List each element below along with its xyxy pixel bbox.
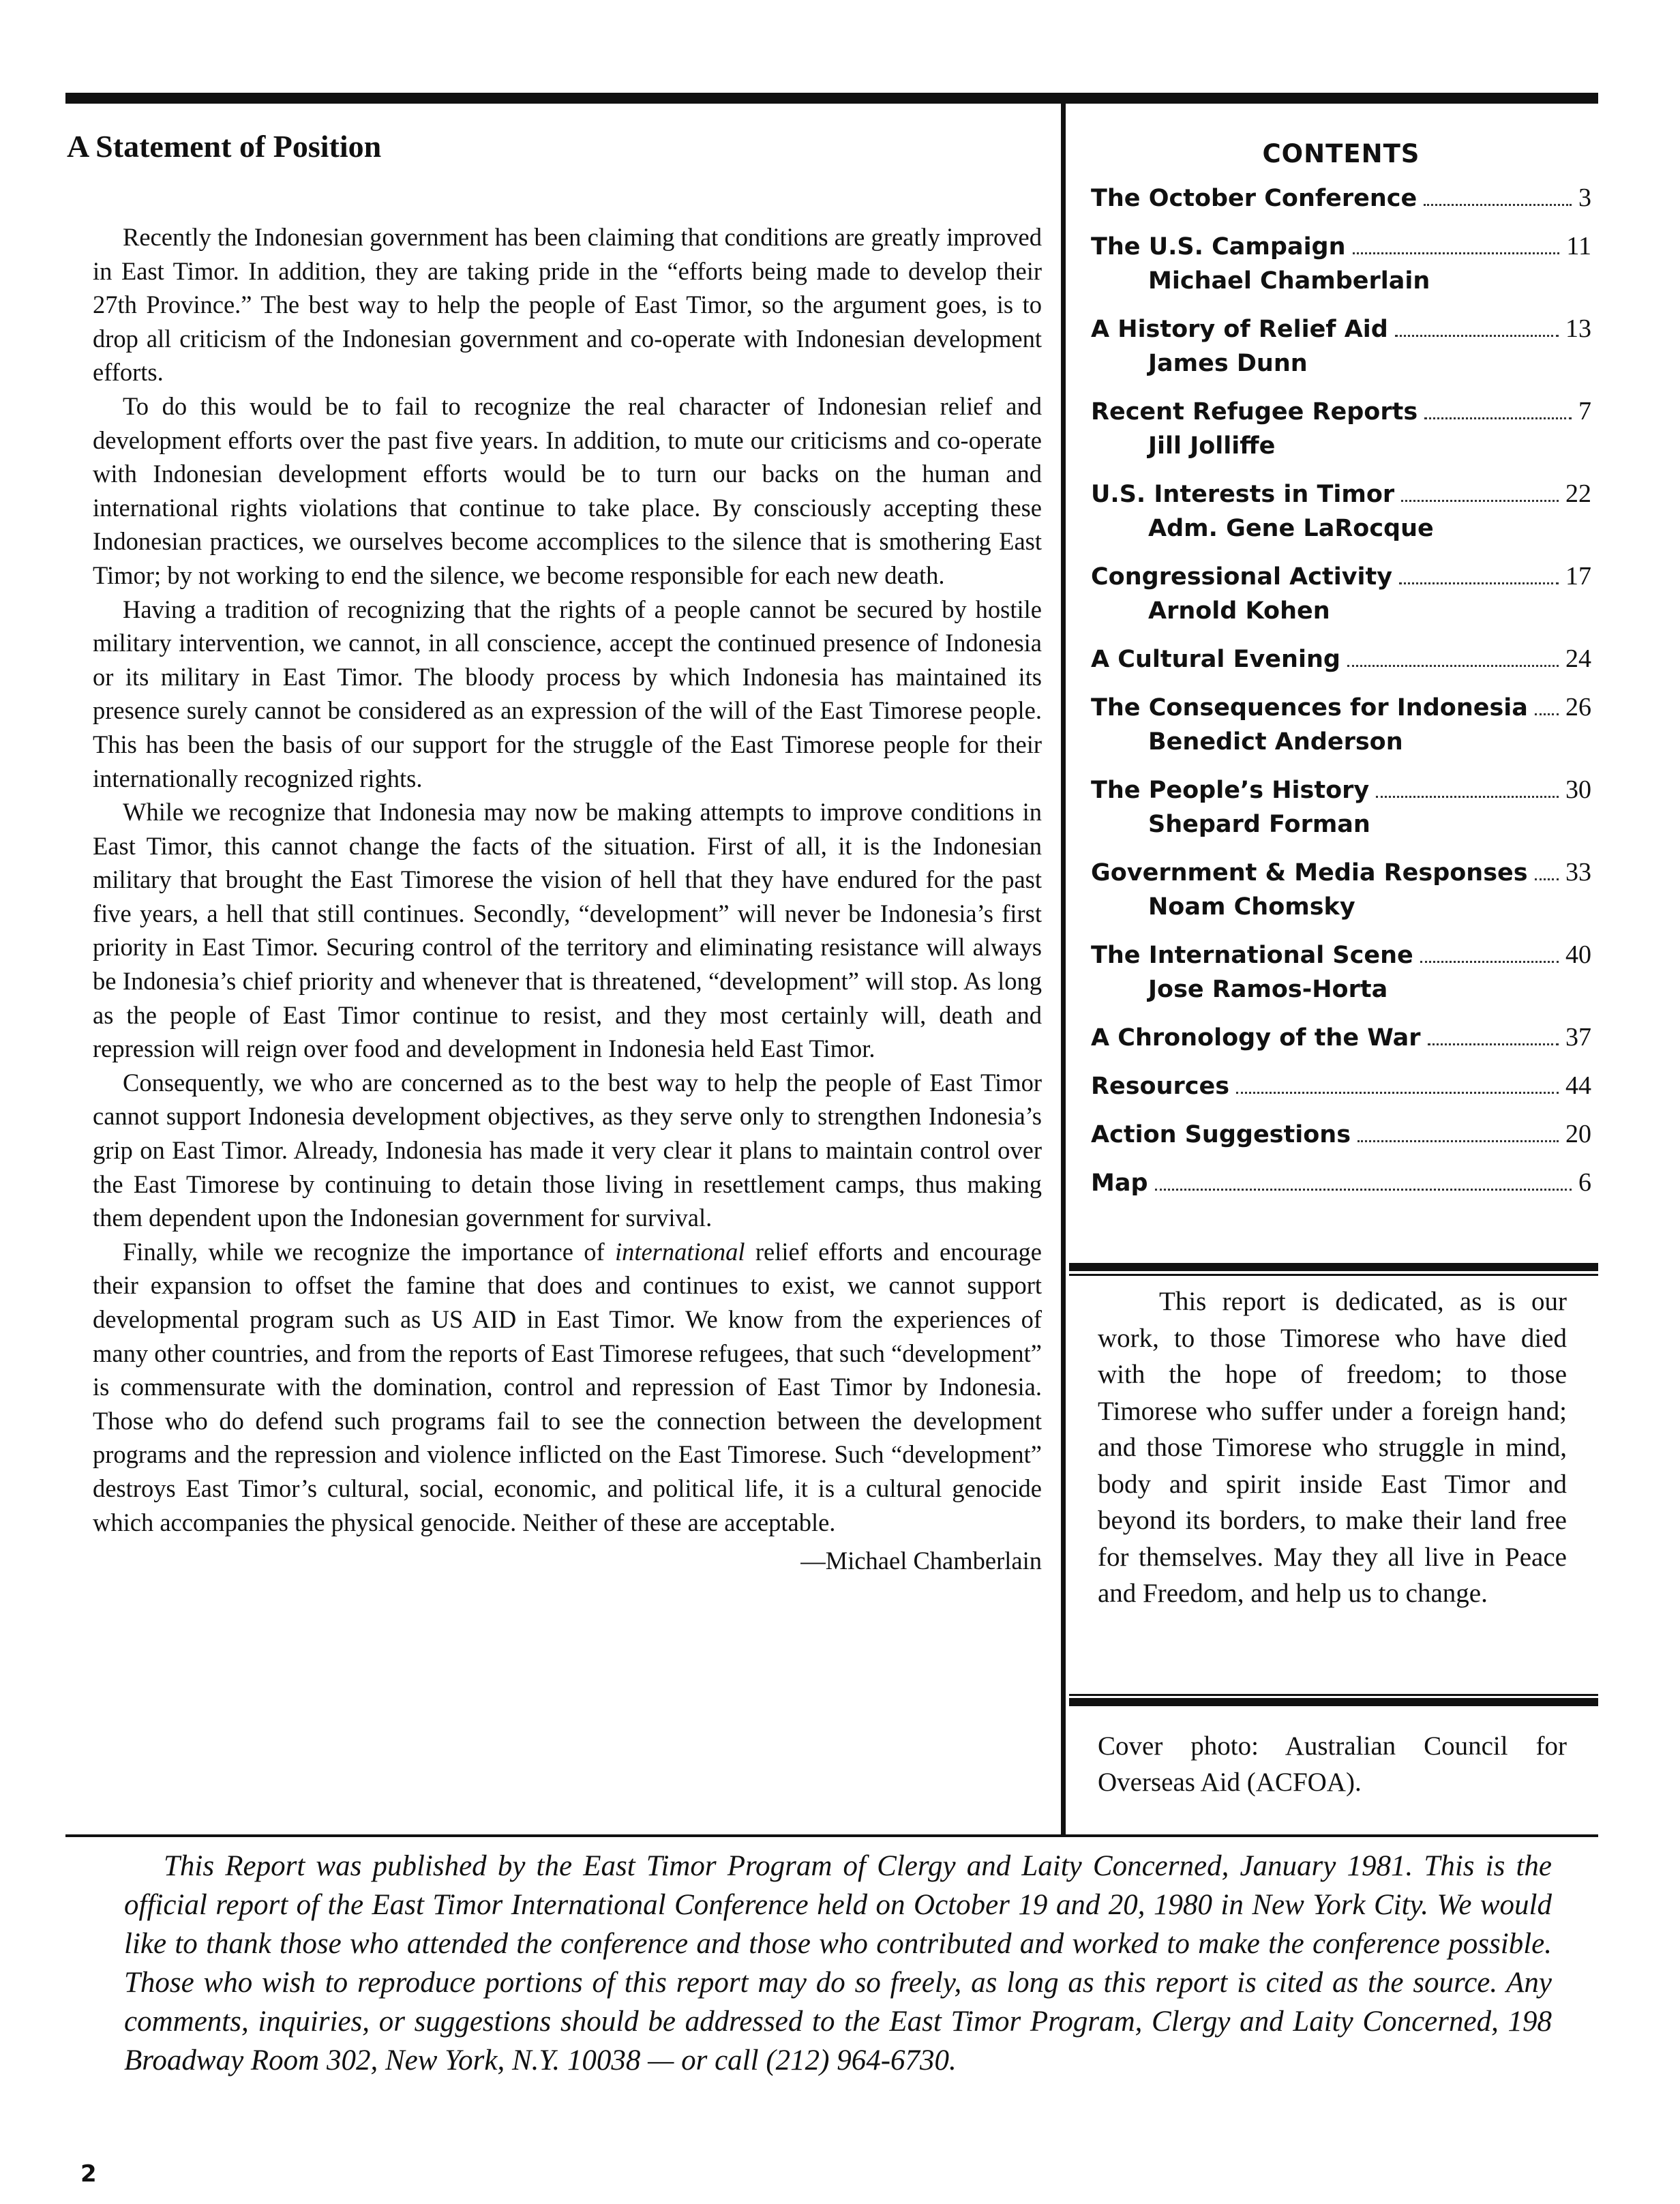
article-paragraph-1: Recently the Indonesian government has been claiming that conditions are greatly improved in East Timor. In addition, they are taking pride in the “efforts being made to develop their 27th Province.” The best way to help the people of East Timor, so the argument goes, is to drop all criticism of the Indonesian government and co-operate with Indonesian development efforts.: [93, 223, 1042, 387]
toc-line: [1091, 1117, 1591, 1152]
toc-author: Shepard Forman: [1148, 811, 1370, 838]
toc-author: Noam Chomsky: [1148, 893, 1355, 921]
article-paragraph-5: Consequently, we who are concerned as to the best way to help the people of East Timor cannot support Indonesia development objectives, as they serve only to strengthen Indonesia’s grip on East Timor. Already, Indonesia has made it very clear it plans to maintain control over the East Timorese by continuing to detain those living in resettlement camps, thus making them dependent upon the Indonesian government for survival.: [93, 1068, 1042, 1232]
toc-line: [1091, 394, 1591, 429]
toc-leader-dots: [1428, 1043, 1559, 1045]
toc-page-number: 3: [1578, 183, 1591, 212]
toc-item: [1091, 773, 1591, 842]
contents-heading: CONTENTS: [1262, 139, 1420, 168]
toc-title: A History of Relief Aid: [1091, 316, 1388, 343]
toc-title: A Cultural Evening: [1091, 646, 1340, 673]
toc-leader-dots: [1353, 252, 1560, 254]
credit-top-rule: [1069, 1698, 1598, 1706]
toc-page-number: 30: [1565, 775, 1591, 804]
toc-page-number: 7: [1578, 397, 1591, 426]
toc-page-number: 24: [1565, 644, 1591, 673]
toc-leader-dots: [1236, 1092, 1559, 1094]
toc-title: The U.S. Campaign: [1091, 233, 1346, 260]
toc-line: [1091, 312, 1591, 346]
toc-author: Jose Ramos-Horta: [1148, 976, 1388, 1003]
toc-leader-dots: [1535, 713, 1559, 715]
toc-leader-dots: [1424, 204, 1572, 206]
toc-line: [1091, 690, 1591, 725]
toc-leader-dots: [1399, 582, 1559, 584]
toc-leader-dots: [1401, 500, 1559, 502]
toc-item: [1091, 938, 1591, 1007]
toc-page-number: 44: [1565, 1071, 1591, 1100]
toc-leader-dots: [1395, 335, 1559, 337]
toc-line: [1091, 559, 1591, 594]
toc-line: [1091, 229, 1591, 264]
toc-leader-dots: [1535, 878, 1559, 880]
page-number: 2: [80, 2160, 97, 2188]
toc-title: The Consequences for Indonesia: [1091, 694, 1528, 721]
paragraph-6-end: relief efforts and encourage their expansion to offset the famine that does and continues to exist, we cannot support developmental program such as US AID in East Timor. We know from the experiences of many other countries, and from the reports of East Timorese refugees, that such “development” is commensurate with the domination, control and repression of East Timor by Indonesia. Those who do defend such programs fail to see the connection between the development programs and the repression and violence inflicted on the East Timorese. Such “development” destroys East Timor’s cultural, social, economic, and political life, it is a cultural genocide which accompanies the physical genocide. Neither of these are acceptable.: [93, 1237, 1042, 1536]
footer-rule: [65, 1834, 1598, 1837]
toc-item: [1091, 642, 1591, 676]
toc-line: [1091, 642, 1591, 676]
toc-page-number: 13: [1565, 314, 1591, 343]
toc-item: [1091, 1020, 1591, 1055]
toc-item: [1091, 181, 1591, 215]
toc-page-number: 40: [1565, 940, 1591, 969]
article-paragraph-2: To do this would be to fail to recognize the real character of Indonesian relief and development efforts over the past five years. In addition, to mute our criticisms and co-operate with Indonesian development efforts would be to turn our backs on the human and international rights violations that continue to take place. By consciously accepting these Indonesian practices, we ourselves become accomplices to the silence that is smothering East Timor; by not working to end the silence, we become responsible for each new death.: [93, 391, 1042, 589]
toc-line: [1091, 938, 1591, 972]
toc-title: Government & Media Responses: [1091, 859, 1528, 887]
dedication-text: This report is dedicated, as is our work, to those Timorese who have died with the hope of freedom; to those Timorese who suffer under a foreign hand; and those Timorese who struggle in mind, body and spirit inside East Timor and beyond its borders, to make their land free for themselves. May they all live in Peace and Freedom, and help us to change.: [1098, 1287, 1567, 1608]
article-title: A Statement of Position: [67, 129, 382, 164]
toc-leader-dots: [1358, 1140, 1559, 1142]
toc-line: [1091, 1165, 1591, 1200]
toc-author: Adm. Gene LaRocque: [1148, 515, 1434, 542]
toc-item: [1091, 477, 1591, 546]
toc-title: The People’s History: [1091, 777, 1370, 804]
toc-item: [1091, 559, 1591, 628]
toc-page-number: 20: [1565, 1120, 1591, 1148]
toc-line: [1091, 181, 1591, 215]
contents-list: [1091, 181, 1591, 1200]
toc-page-number: 6: [1578, 1168, 1591, 1197]
toc-title: The International Scene: [1091, 942, 1413, 969]
article-paragraph-3: Having a tradition of recognizing that the rights of a people cannot be secured by hostile military intervention, we cannot, in all conscience, accept the continued presence of Indonesia or its military in East Timor. The bloody process by which Indonesia has maintained its presence surely cannot be considered as an expression of the will of the East Timorese people. This has been the basis of our support for the struggle of the East Timorese people for their internationally recognized rights.: [93, 595, 1042, 792]
toc-author: Arnold Kohen: [1148, 597, 1330, 625]
toc-item: [1091, 1117, 1591, 1152]
toc-leader-dots: [1376, 796, 1559, 798]
toc-leader-dots: [1420, 961, 1559, 963]
toc-item: [1091, 229, 1591, 298]
toc-title: Action Suggestions: [1091, 1121, 1351, 1148]
toc-item: [1091, 690, 1591, 759]
toc-page-number: 33: [1565, 858, 1591, 887]
toc-leader-dots: [1347, 665, 1559, 667]
article: [67, 128, 1042, 1575]
toc-title: U.S. Interests in Timor: [1091, 481, 1395, 508]
toc-title: The October Conference: [1091, 185, 1418, 212]
article-signature: —Michael Chamberlain: [800, 1547, 1042, 1575]
toc-author: Michael Chamberlain: [1148, 267, 1430, 295]
toc-item: [1091, 312, 1591, 381]
toc-author: Benedict Anderson: [1148, 728, 1403, 756]
dedication-top-thin-rule: [1069, 1274, 1598, 1276]
toc-title: Map: [1091, 1170, 1148, 1197]
toc-leader-dots: [1155, 1189, 1572, 1191]
top-rule: [65, 93, 1598, 104]
toc-author: James Dunn: [1148, 350, 1308, 377]
toc-page-number: 11: [1566, 232, 1591, 260]
toc-author: Jill Jolliffe: [1148, 432, 1276, 460]
toc-line: [1091, 855, 1591, 890]
toc-item: [1091, 394, 1591, 463]
emphasis-international: international: [614, 1237, 745, 1266]
toc-page-number: 17: [1565, 562, 1591, 591]
publication-note: This Report was published by the East Timor Program of Clergy and Laity Concerned, January 1981. This is the official report of the East Timor International Conference held on October 19 and 20, 1980 in New York City. We would like to thank those who attended the conference and those who contributed and worked to make the conference possible. Those who wish to reproduce portions of this report may do so freely, as long as this report is cited as the source. Any comments, inquiries, or suggestions should be addressed to the East Timor Program, Clergy and Laity Concerned, 198 Broadway Room 302, New York, N.Y. 10038 — or call (212) 964-6730.: [124, 1850, 1552, 2076]
article-paragraph-4: While we recognize that Indonesia may now be making attempts to improve conditions in East Timor, this cannot change the facts of the situation. First of all, it is the Indonesian military that brought the East Timorese the vision of hell that they have endured for the past five years, a hell that still continues. Secondly, “development” will never be Indonesia’s first priority in East Timor. Securing control of the territory and eliminating resistance will always be Indonesia’s chief priority and whenever that is threatened, “development” will stop. As long as the people of East Timor continue to resist, and they most certainly will, death and repression will reign over food and development in Indonesia held East Timor.: [93, 798, 1042, 1063]
toc-title: Resources: [1091, 1073, 1230, 1100]
toc-title: Recent Refugee Reports: [1091, 398, 1418, 426]
article-paragraph-6: [93, 1235, 1042, 1539]
contents-box: [1091, 139, 1591, 1214]
toc-title: Congressional Activity: [1091, 563, 1393, 591]
credit-top-thin-rule: [1069, 1694, 1598, 1696]
toc-item: [1091, 855, 1591, 924]
toc-page-number: 26: [1565, 693, 1591, 721]
toc-leader-dots: [1424, 417, 1572, 419]
cover-photo-credit: Cover photo: Australian Council for Overseas Aid (ACFOA).: [1098, 1731, 1567, 1797]
column-divider: [1061, 102, 1066, 1834]
toc-title: A Chronology of the War: [1091, 1024, 1421, 1052]
toc-line: [1091, 477, 1591, 511]
dedication-top-rule: [1069, 1263, 1598, 1271]
toc-page-number: 22: [1565, 479, 1591, 508]
toc-item: [1091, 1165, 1591, 1200]
toc-line: [1091, 1020, 1591, 1055]
toc-line: [1091, 773, 1591, 807]
toc-page-number: 37: [1565, 1023, 1591, 1052]
toc-item: [1091, 1069, 1591, 1103]
paragraph-6-start: Finally, while we recognize the importance of: [123, 1237, 615, 1266]
toc-line: [1091, 1069, 1591, 1103]
